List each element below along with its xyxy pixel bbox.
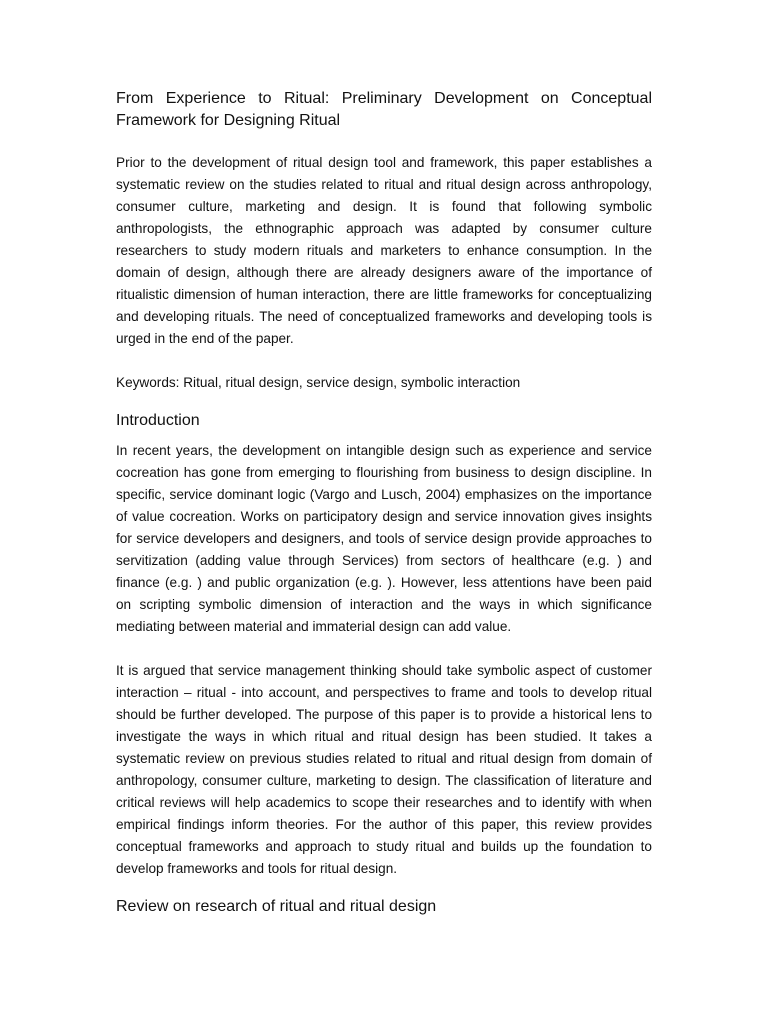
keywords-line: Keywords: Ritual, ritual design, service design, symbolic interaction (116, 375, 521, 390)
abstract-paragraph: Prior to the development of ritual design tool and framework, this paper establishes a systematic review on the studies related to ritual and ritual design across anthropology, consumer culture, marketing and design. It is found that following symbolic anthropologists, the ethnographic approach was adapted by consumer culture researchers to study modern rituals and marketers to enhance consumption. In the domain of design, although there are already designers aware of the importance of ritualistic dimension of human interaction, there are little frameworks for conceptualizing and developing rituals. The need of conceptualized frameworks and developing tools is urged in the end of the paper. (116, 155, 652, 346)
section-heading-review: Review on research of ritual and ritual design (116, 898, 437, 915)
introduction-paragraph-2: It is argued that service management thinking should take symbolic aspect of customer interaction – ritual - into account, and perspectives to frame and tools to develop ritual should be further developed. The purpose of this paper is to provide a historical lens to investigate the ways in which ritual and ritual design has been studied. It takes a systematic review on previous studies related to ritual and ritual design from domain of anthropology, consumer culture, marketing to design. The classification of literature and critical reviews will help academics to scope their researches and to identify with when empirical findings inform theories. For the author of this paper, this review provides conceptual frameworks and approach to study ritual and builds up the foundation to develop frameworks and tools for ritual design. (116, 663, 652, 876)
section-heading-introduction: Introduction (116, 412, 200, 429)
introduction-paragraph-1: In recent years, the development on intangible design such as experience and service cocreation has gone from emerging to flourishing from business to design discipline. In specific, service dominant logic (Vargo and Lusch, 2004) emphasizes on the importance of value cocreation. Works on participatory design and service innovation gives insights for service developers and designers, and tools of service design provide approaches to servitization (adding value through Services) from sectors of healthcare (e.g. ) and finance (e.g. ) and public organization (e.g. ). However, less attentions have been paid on scripting symbolic dimension of interaction and the ways in which significance mediating between material and immaterial design can add value. (116, 443, 652, 634)
paper-title: From Experience to Ritual: Preliminary Development on Conceptual Framework for Designing Ritual (116, 90, 652, 129)
document-content (116, 88, 652, 926)
